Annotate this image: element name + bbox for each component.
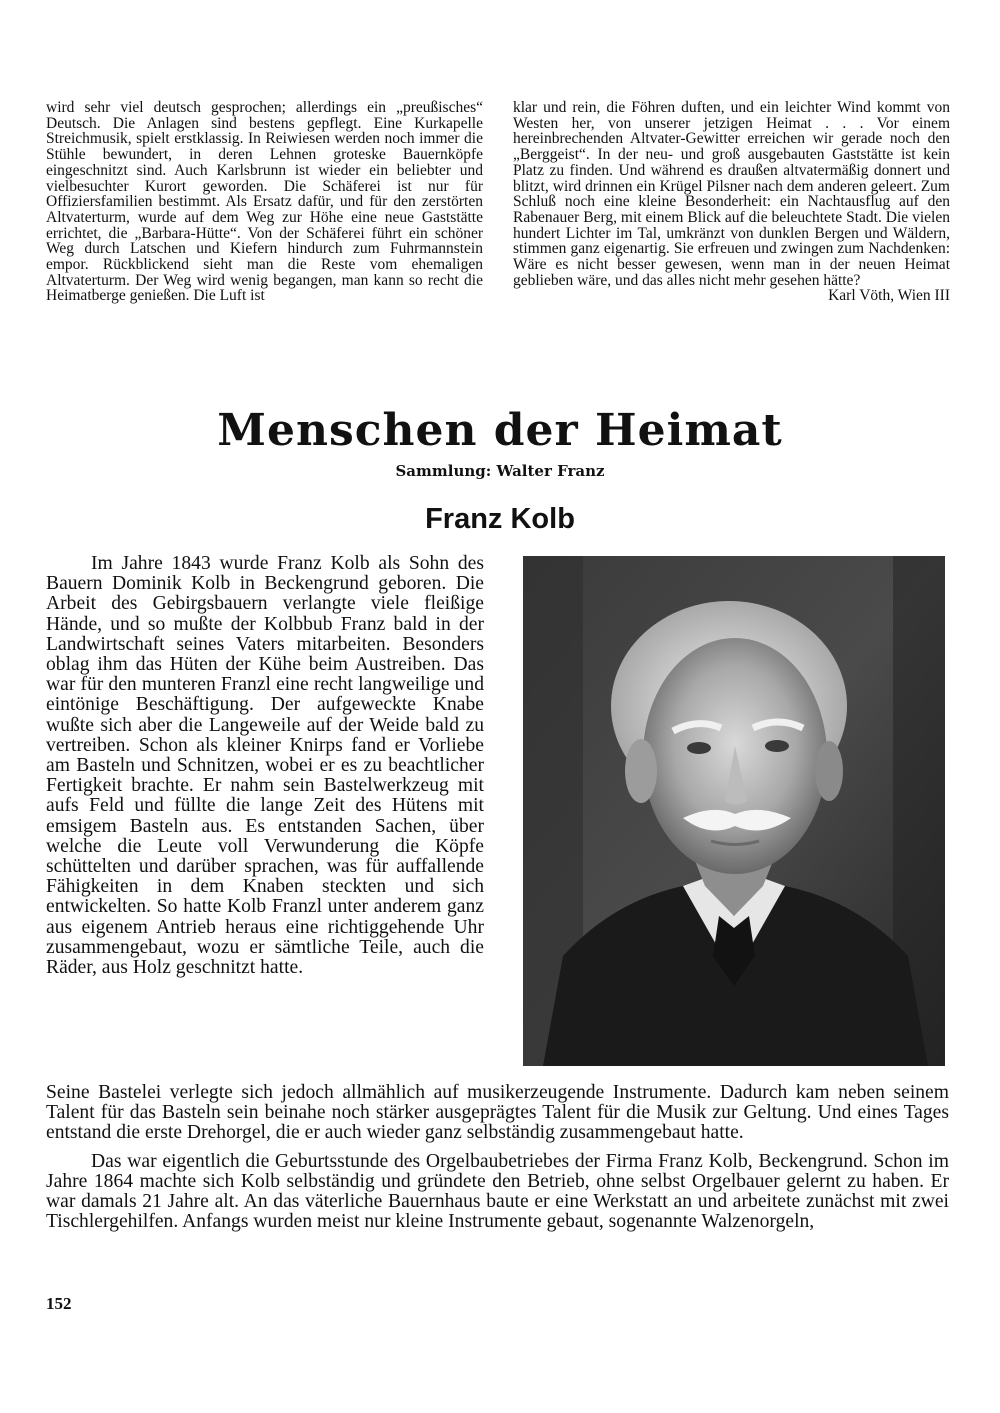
author-signature: Karl Vöth, Wien III <box>828 287 950 305</box>
top-left-column-text: wird sehr viel deutsch gesprochen; allerdings ein „preußisches“ Deutsch. Die Anlagen sind bestens gepflegt. Eine Kurkapelle Streichmusik, spielt erstklassig. In Reiwiesen werden noch immer die Stühle bewundert, in deren Lehnen groteske Bauernköpfe eingeschnitzt sind. Auch Karlsbrunn ist wieder ein beliebter und vielbesuchter Kurort geworden. Die Schäferei ist nur für Offiziersfamilien bestimmt. Als Ersatz dafür, und für den zerstörten Altvaterturm, wurde auf dem Weg zur Höhe eine neue Gaststätte errichtet, die „Barbara-Hütte“. Von der Schäferei führt ein schöner Weg durch Latschen und Kiefern hindurch zum Fuhrmannstein empor. Rückblickend sieht man die Reste vom ehemaligen Altvaterturm. Der Weg wird wenig begangen, man kann so recht die Heimatberge genießen. Die Luft ist <box>46 99 483 305</box>
portrait-image <box>523 556 945 1066</box>
top-left-column <box>46 100 483 304</box>
section-title: Menschen der Heimat <box>217 405 783 456</box>
article-title: Franz Kolb <box>425 503 575 535</box>
article-body-left <box>46 554 484 978</box>
portrait-photo <box>523 556 945 1066</box>
top-right-column-text: klar und rein, die Föhren duften, und ein leichter Wind kommt von Westen her, von unserer jetzigen Heimat . . . Vor einem hereinbrechenden Altvater-Gewitter erreichen wir gerade noch den „Berggeist“. In der neu- und groß ausgebauten Gaststätte ist kein Platz zu finden. Und während es draußen altvatermäßig donnert und blitzt, wird drinnen ein Krügel Pilsner nach dem anderen geleert. Zum Schluß noch eine kleine Besonderheit: ein Nachtausflug auf den Rabenauer Berg, mit einem Blick auf die beleuchtete Stadt. Die vielen hundert Lichter im Tal, umkränzt von dunklen Bergen und Wäldern, stimmen ganz eigenartig. Sie erfreuen und zwingen zum Nachdenken: Wäre es nicht besser gewesen, wenn man in der neuen Heimat geblieben wäre, und das alles nicht mehr gesehen hätte? <box>513 99 950 289</box>
article-paragraph-2: Das war eigentlich die Geburtsstunde des Orgelbaubetriebes der Firma Franz Kolb, Beckengrund. Schon im Jahre 1864 machte sich Kolb selbständig und gründete den Betrieb, ohne selbst Orgelbauer gelernt zu haben. Er war damals 21 Jahre alt. An das väterliche Bauernhaus baute er eine Werkstatt an und arbeitete zunächst mit zwei Tischlergehilfen. Anfangs wurden meist nur kleine Instrumente gebaut, sogenannte Walzenorgeln, <box>46 1150 949 1233</box>
article-paragraph-1: Im Jahre 1843 wurde Franz Kolb als Sohn des Bauern Dominik Kolb in Beckengrund geboren. Die Arbeit des Gebirgsbauern verlangte viele fleißige Hände, und so mußte der Kolbbub Franz bald in der Landwirtschaft seines Vaters mitarbeiten. Besonders oblag ihm das Hüten der Kühe beim Austreiben. Das war für den munteren Franzl eine recht langweilige und eintönige Beschäftigung. Der aufgeweckte Knabe wußte sich aber die Langeweile auf der Weide bald zu vertreiben. Schon als kleiner Knirps fand er Vorliebe am Basteln und Schnitzen, wobei er es zu beachtlicher Fertigkeit brachte. Er nahm sein Bastelwerkzeug mit aufs Feld und füllte die lange Zeit des Hütens mit emsigem Basteln aus. Es entstanden Sachen, über welche die Leute voll Verwunderung die Köpfe schüttelten und darüber sprachen, was für auffallende Fähigkeiten in dem Knaben steckten und sich entwickelten. So hatte Kolb Franzl unter anderem ganz aus eigenem Antrieb heraus eine richtiggehende Uhr zusammengebaut, wozu er sämtliche Teile, auch die Räder, aus Holz geschnitzt hatte. <box>46 553 484 979</box>
page-number: 152 <box>46 1294 72 1313</box>
section-subtitle: Sammlung: Walter Franz <box>395 462 605 480</box>
top-right-column <box>513 100 950 304</box>
article-paragraph-1-continued: Seine Bastelei verlegte sich jedoch allmählich auf musikerzeugende Instrumente. Dadurch kam neben seinem Talent für das Basteln sein beinahe noch stärker ausgeprägtes Talent für die Musik zur Geltung. Und eines Tages entstand die erste Drehorgel, die er auch wieder ganz selbständig zusammengebaut hatte. <box>46 1082 949 1144</box>
article-body-full <box>46 1083 949 1232</box>
